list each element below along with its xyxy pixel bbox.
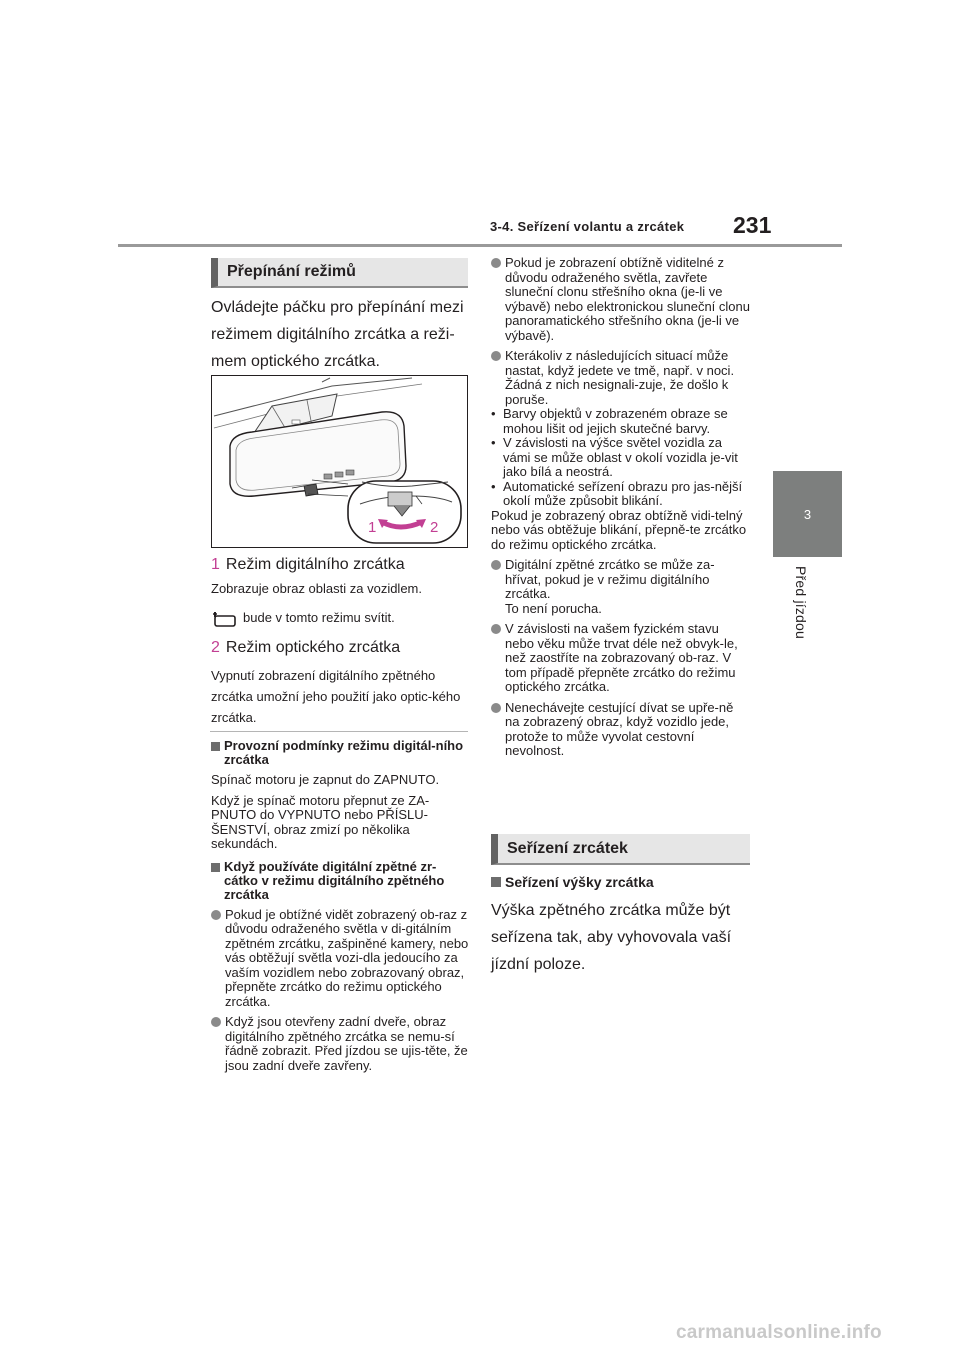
usage-heading: Když používáte digitální zpětné zr-cátko v režimu digitálního zpětného zrcátka bbox=[211, 860, 469, 902]
watermark: carmanualsonline.info bbox=[676, 1322, 882, 1343]
right-bullet-5: Nenechávejte cestující dívat se upře-ně na zobrazený obraz, když vozidlo jede, protože to může vyvolat cestovní nevolnost. bbox=[491, 701, 750, 759]
square-bullet-icon bbox=[491, 877, 501, 887]
right-bullet-3-note: To není porucha. bbox=[505, 600, 602, 616]
intro-text: Ovládejte páčku pro přepínání mezi režimem digitálního zrcátka a reži-mem optického zrcátka. bbox=[211, 299, 464, 370]
height-adjust-heading: Seřízení výšky zrcátka bbox=[491, 875, 750, 889]
right-bullet-1: Pokud je zobrazení obtížně viditelné z důvodu odraženého světla, zavřete sluneční clonu střešního okna (je-li ve výbavě) nebo elektronickou sluneční clonu panoramatického střešního okna (je-li ve výbavě). bbox=[491, 256, 750, 343]
divider bbox=[210, 731, 468, 732]
mode-1-title: 1 Režim digitálního zrcátka bbox=[211, 556, 405, 573]
chapter-number: 3 bbox=[803, 506, 812, 522]
mirror-drawing bbox=[212, 376, 468, 548]
heading-text: Přepínání režimů bbox=[227, 263, 356, 280]
right-bullet-3: Digitální zpětné zrcátko se může za-hřívat, pokud je v režimu digitálního zrcátka. bbox=[491, 558, 750, 602]
figure-label-2: 2 bbox=[430, 519, 439, 536]
right-bullet-2: Kterákoliv z následujících situací může nastat, když jedete ve tmě, např. v noci. Žádná z nich nesignali-zuje, že došlo k poruše. bbox=[491, 349, 750, 407]
chapter-tab bbox=[773, 471, 842, 557]
mirror-illustration bbox=[211, 375, 468, 548]
heading-text: Seřízení zrcátek bbox=[507, 839, 628, 857]
circle-bullet-icon bbox=[491, 703, 501, 713]
dash-item-2: • V závislosti na výšce světel vozidla za vámi se může oblast v okolí vozidla je-vit jako bílá a neostrá. bbox=[491, 435, 738, 479]
mode-1-indicator-note: bude v tomto režimu svítit. bbox=[211, 610, 469, 628]
height-adjust-text: Výška zpětného zrcátka může být seřízena tak, aby vyhovovala vaší jízdní poloze. bbox=[491, 902, 732, 973]
circle-bullet-icon bbox=[211, 1017, 221, 1027]
usage-bullet-1: Pokud je obtížné vidět zobrazený ob-raz z důvodu odraženého světla v di-gitálním zpětném zrcátku, zašpiněné kamery, nebo vás obtěžují světla vozi-dla jedoucího za vaším vozidlem nebo zobrazovaný obraz, přepněte zrcátko do režimu optického zrcátka. bbox=[211, 908, 469, 1010]
dash-item-1: • Barvy objektů v zobrazeném obraze se mohou lišit od jejich skutečné barvy. bbox=[491, 406, 728, 436]
dash-item-3: • Automatické seřízení obrazu pro jas-nější okolí může způsobit blikání. bbox=[491, 478, 743, 508]
circle-bullet-icon bbox=[491, 258, 501, 268]
mode-2-title: 2 Režim optického zrcátka bbox=[211, 638, 401, 656]
circle-bullet-icon bbox=[211, 910, 221, 920]
mode-2-desc: Vypnutí zobrazení digitálního zpětného zrcátka umožní jeho použití jako optic-kého zrcátka. bbox=[211, 667, 461, 725]
header-divider bbox=[118, 244, 842, 247]
section-title: 3-4. Seřízení volantu a zrcátek bbox=[490, 219, 685, 234]
heading-prepinani-rezimu bbox=[211, 258, 468, 288]
circle-bullet-icon bbox=[491, 624, 501, 634]
conditions-p2: Když je spínač motoru přepnut ze ZA-PNUTO do VYPNUTO nebo PŘÍSLU-ŠENSTVÍ, obraz zmizí po několika sekundách. bbox=[211, 792, 430, 851]
mode-1-desc: Zobrazuje obraz oblasti za vozidlem. bbox=[211, 581, 422, 596]
digital-mirror-indicator-icon bbox=[211, 610, 237, 628]
page-number: 231 bbox=[733, 212, 772, 238]
usage-bullet-2: Když jsou otevřeny zadní dveře, obraz digitálního zpětného zrcátka se nemu-sí řádně zobrazit. Před jízdou se ujis-těte, že jsou zadní dveře zavřeny. bbox=[211, 1015, 469, 1073]
heading-serizeni-zrcatek bbox=[491, 834, 750, 865]
circle-bullet-icon bbox=[491, 351, 501, 361]
chapter-label: Před jízdou bbox=[793, 566, 809, 640]
conditions-heading: Provozní podmínky režimu digitál-ního zrcátka bbox=[211, 739, 469, 767]
right-bullet-4: V závislosti na vašem fyzickém stavu nebo věku může trvat déle než obvyk-le, než zaostříte na zobrazovaný ob-raz. V tom případě přepněte zrcátko do režimu optického zrcátka. bbox=[491, 622, 750, 695]
square-bullet-icon bbox=[211, 742, 220, 751]
conditions-p1: Spínač motoru je zapnut do ZAPNUTO. bbox=[211, 772, 440, 787]
circle-bullet-icon bbox=[491, 560, 501, 570]
square-bullet-icon bbox=[211, 863, 220, 872]
right-after-text: Pokud je zobrazený obraz obtížně vidi-telný nebo vás obtěžuje blikání, přepně-te zrcátko do režimu optického zrcátka. bbox=[491, 507, 747, 552]
figure-label-1: 1 bbox=[368, 519, 377, 536]
